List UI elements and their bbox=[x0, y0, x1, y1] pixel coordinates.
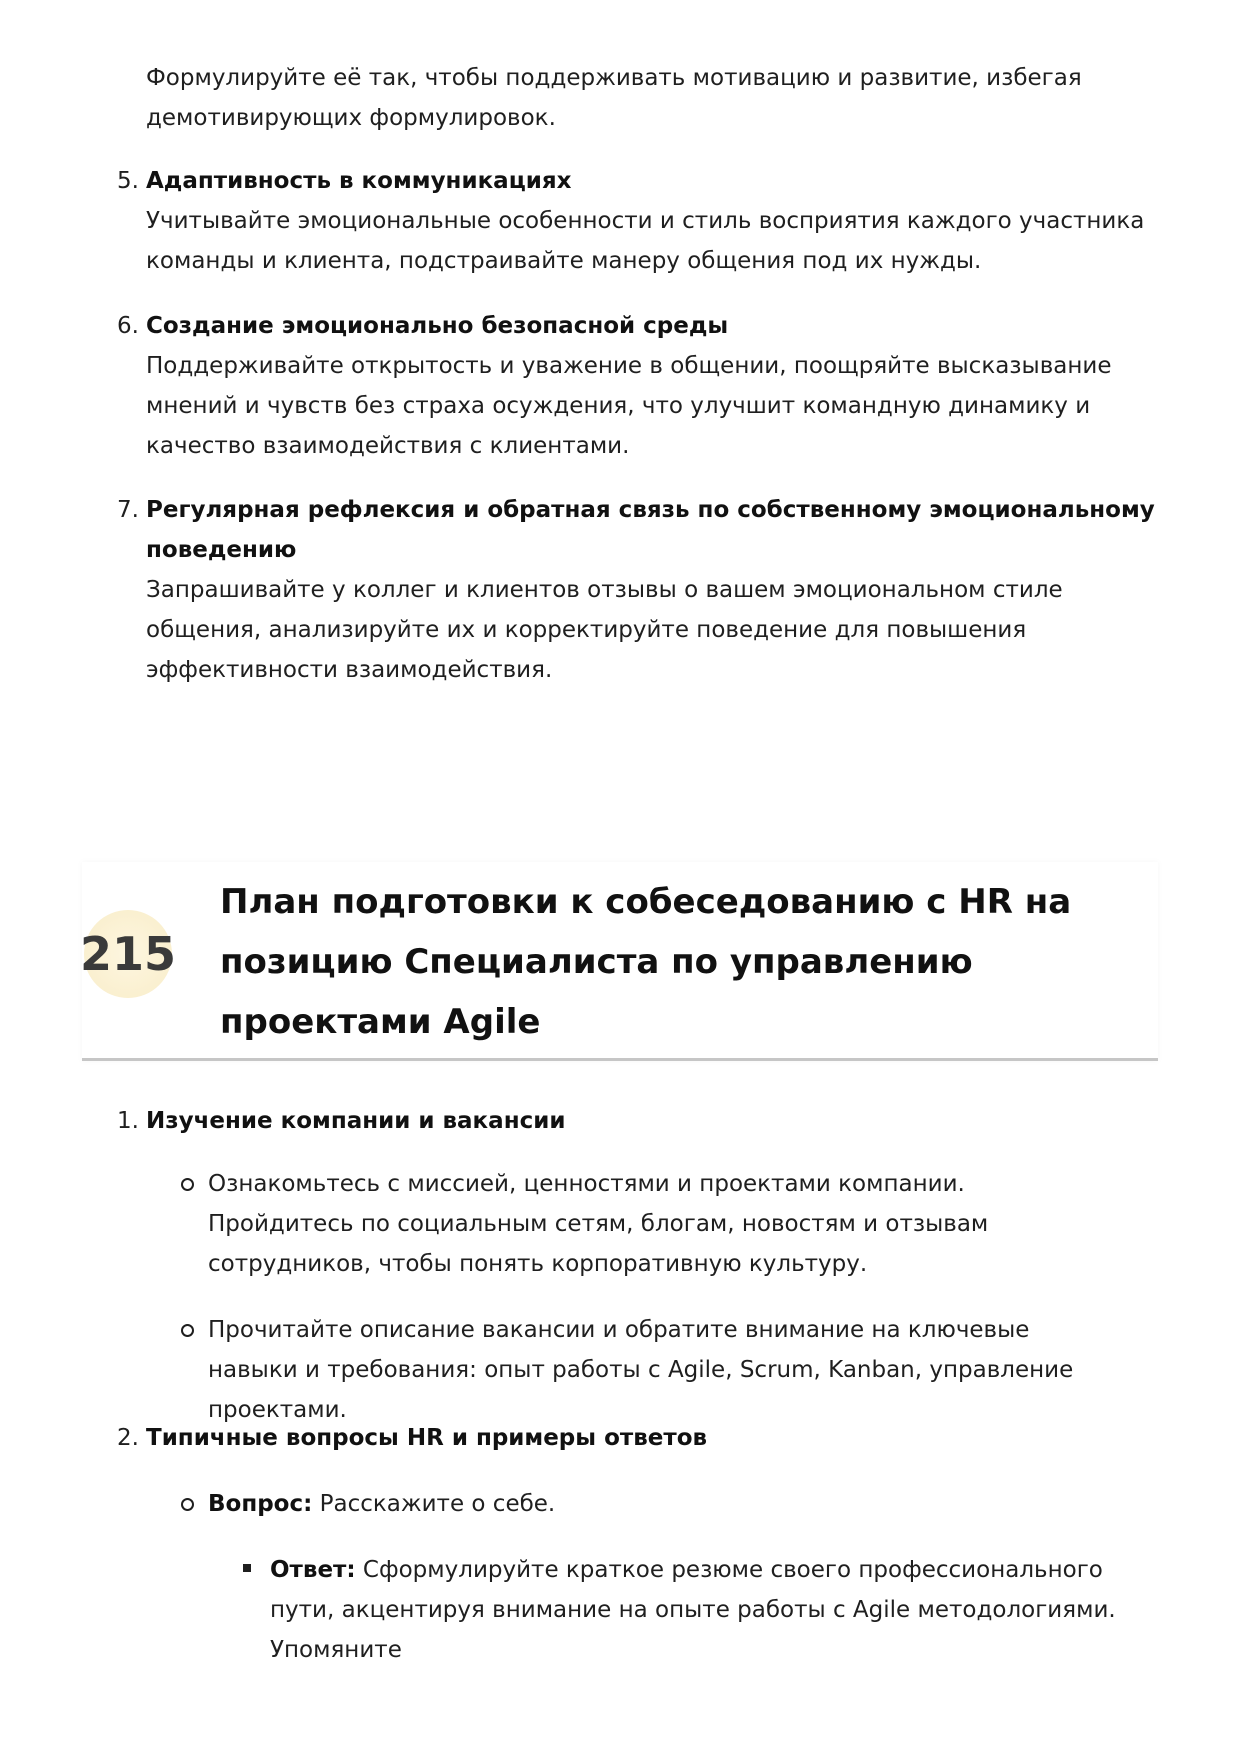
section-title: План подготовки к собеседованию с HR на позицию Специалиста по управлению проектами Agile bbox=[220, 882, 1072, 1042]
intro-line-1: Формулируйте её так, чтобы поддерживать мотивацию и развитие, избегая bbox=[146, 65, 1082, 91]
list-number: 7. bbox=[117, 497, 139, 523]
answer-text: Сформулируйте краткое резюме своего профессионального пути, акцентируя внимание на опыте работы с Agile методологиями. Упомяните bbox=[270, 1557, 1116, 1663]
plan-item-title: Изучение компании и вакансии bbox=[146, 1108, 566, 1134]
list-item-title: Регулярная рефлексия и обратная связь по собственному эмоциональному поведению bbox=[146, 497, 1155, 563]
list-item-5 bbox=[117, 161, 1156, 281]
list-item-title: Создание эмоционально безопасной среды bbox=[146, 313, 729, 339]
list-number: 6. bbox=[117, 313, 139, 339]
list-item-body: Учитывайте эмоциональные особенности и стиль восприятия каждого участника команды и клиента, подстраивайте манеру общения под их нужды. bbox=[146, 208, 1145, 274]
answer-line bbox=[270, 1550, 1140, 1670]
list-item-title: Адаптивность в коммуникациях bbox=[146, 168, 572, 194]
list-number: 5. bbox=[117, 168, 139, 194]
circle-bullet bbox=[181, 1178, 194, 1191]
plan-bullet: Прочитайте описание вакансии и обратите внимание на ключевые навыки и требования: опыт работы с Agile, Scrum, Kanban, управление проектами. bbox=[208, 1317, 1074, 1423]
question-text: Расскажите о себе. bbox=[319, 1491, 556, 1517]
list-item-7 bbox=[117, 490, 1156, 690]
plan-item-title: Типичные вопросы HR и примеры ответов bbox=[146, 1425, 708, 1451]
circle-bullet bbox=[181, 1324, 194, 1337]
list-number: 2. bbox=[117, 1425, 139, 1451]
intro-line-2: демотивирующих формулировок. bbox=[146, 105, 556, 131]
plan-item-2 bbox=[117, 1418, 1156, 1458]
plan-bullet: Ознакомьтесь с миссией, ценностями и проектами компании. Пройдитесь по социальным сетям, блогам, новостям и отзывам сотрудников, чтобы понять корпоративную культуру. bbox=[208, 1171, 989, 1277]
section-header bbox=[79, 862, 1158, 1061]
list-item-body: Поддерживайте открытость и уважение в общении, поощряйте высказывание мнений и чувств без страха осуждения, что улучшит командную динамику и качество взаимодействия с клиентами. bbox=[146, 353, 1112, 459]
square-bullet bbox=[243, 1564, 251, 1572]
circle-bullet bbox=[181, 1498, 194, 1511]
list-item-6 bbox=[117, 306, 1156, 466]
question-line bbox=[208, 1484, 1108, 1524]
answer-label: Ответ: bbox=[270, 1557, 356, 1583]
list-number: 1. bbox=[117, 1108, 139, 1134]
section-number-badge: 215 bbox=[84, 910, 172, 998]
question-label: Вопрос: bbox=[208, 1491, 313, 1517]
plan-item-1 bbox=[117, 1101, 1156, 1141]
list-item-body: Запрашивайте у коллег и клиентов отзывы о вашем эмоциональном стиле общения, анализируйте их и корректируйте поведение для повышения эффективности взаимодействия. bbox=[146, 577, 1063, 683]
